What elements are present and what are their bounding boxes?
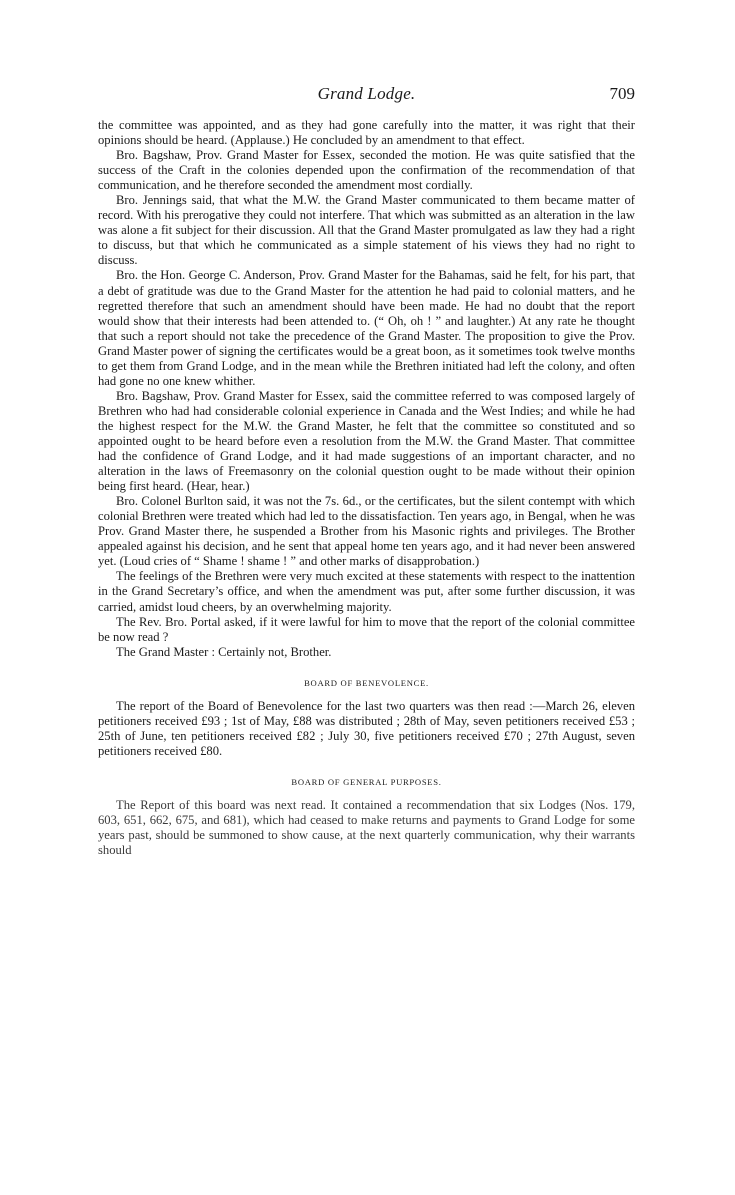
- paragraph: The Rev. Bro. Portal asked, if it were lawful for him to move that the report of the colonial committee be now read ?: [98, 614, 635, 644]
- paragraph: Bro. the Hon. George C. Anderson, Prov. Grand Master for the Bahamas, said he felt, for his part, that a debt of gratitude was due to the Grand Master for the attention he had paid to colonial matters, and he regretted therefore that such an amendment should have been made. He had no doubt that the report would show that their interests had been attended to. (“ Oh, oh ! ” and laughter.) At any rate he thought that such a report should not take the precedence of the Grand Master. The proposition to give the Prov. Grand Master power of signing the certificates would be a great boon, as it sometimes took twelve months to get them from Grand Lodge, and in the mean while the Brethren initiated had left the colony, and often had gone no one knew whither.: [98, 268, 635, 388]
- paragraph: the committee was appointed, and as they had gone carefully into the matter, it was right that their opinions should be heard. (Applause.) He concluded by an amendment to that effect.: [98, 118, 635, 148]
- paragraph: Bro. Jennings said, that what the M.W. the Grand Master communicated to them became matter of record. With his prerogative they could not interfere. That which was submitted as an alteration in the law was alone a fit subject for their discussion. All that the Grand Master promulgated as law they had a right to discuss, but that which he communicated as a simple statement of his views they had no right to discuss.: [98, 193, 635, 268]
- section-heading-benevolence: BOARD OF BENEVOLENCE.: [304, 677, 429, 688]
- paragraph: Bro. Bagshaw, Prov. Grand Master for Essex, said the committee referred to was composed largely of Brethren who had had considerable colonial experience in Canada and the West Indies; and while he had the highest respect for the M.W. the Grand Master, he felt that the committee so constituted and so appointed ought to be heard before even a resolution from the M.W. the Grand Master. That committee had the confidence of Grand Lodge, and it had made suggestions of an important character, and no alteration in the laws of Freemasonry on the colonial question ought to be made without their opinion being first heard. (Hear, hear.): [98, 388, 635, 494]
- paragraph: The feelings of the Brethren were very much excited at these statements with respect to the inattention in the Grand Secretary’s office, and when the amendment was put, after some further discussion, it was carried, amidst loud cheers, by an overwhelming majority.: [98, 569, 635, 614]
- section-heading-general-purposes: BOARD OF GENERAL PURPOSES.: [291, 776, 442, 787]
- general-purposes-paragraph: The Report of this board was next read. It contained a recommendation that six Lodges (Nos. 179, 603, 651, 662, 675, and 681), which had ceased to make returns and payments to Grand Lodge for some years past, should be summoned to show cause, at the next quarterly communication, why their warrants should: [98, 797, 635, 858]
- running-title: Grand Lodge.: [317, 84, 416, 103]
- paragraph: The Grand Master : Certainly not, Brother.: [116, 644, 332, 659]
- benevolence-paragraph: The report of the Board of Benevolence for the last two quarters was then read :—March 26, eleven petitioners received £93 ; 1st of May, £88 was distributed ; 28th of May, seven petitioners received £53 ; 25th of June, ten petitioners received £82 ; July 30, five petitioners received £70 ; 27th August, seven petitioners received £80.: [98, 698, 635, 758]
- article-body: [98, 118, 635, 858]
- paragraph: Bro. Colonel Burlton said, it was not the 7s. 6d., or the certificates, but the silent contempt with which colonial Brethren were treated which had led to the dissatisfaction. Ten years ago, in Bengal, when he was Prov. Grand Master there, he suspended a Brother from his Masonic rights and privileges. The Brother appealed against his decision, and he sent that appeal home ten years ago, and it had never been answered yet. (Loud cries of “ Shame ! shame ! ” and other marks of disapprobation.): [98, 494, 635, 569]
- page-header: [98, 84, 635, 118]
- page-number: 709: [609, 84, 635, 103]
- paragraph: Bro. Bagshaw, Prov. Grand Master for Essex, seconded the motion. He was quite satisfied that the success of the Craft in the colonies depended upon the confirmation of the recommendation of that communication, and he therefore seconded the amendment most cordially.: [98, 148, 635, 193]
- page: [0, 84, 735, 1195]
